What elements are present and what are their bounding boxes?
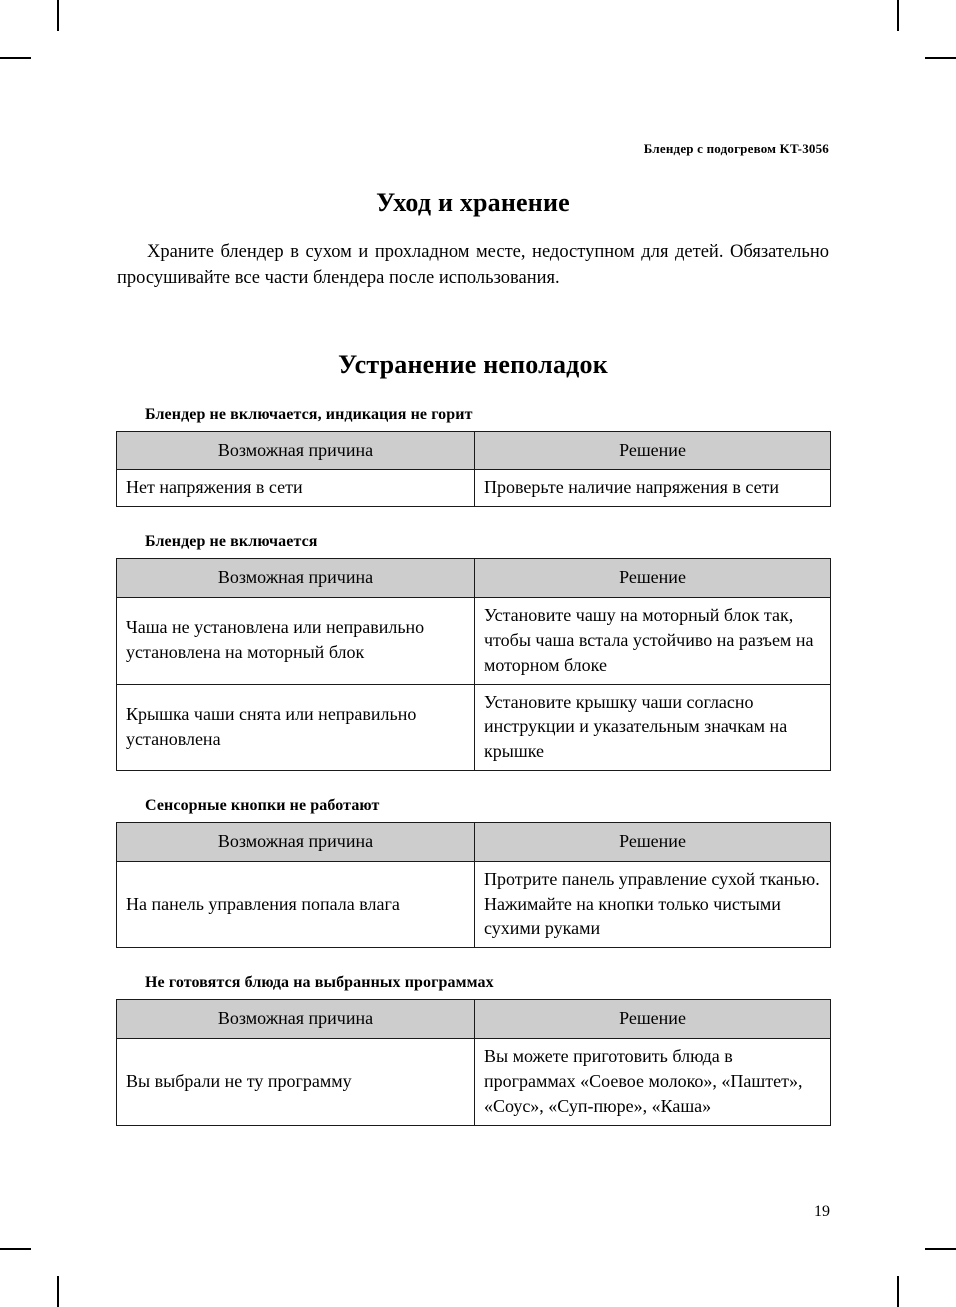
troubleshooting-heading-2: Блендер не включается bbox=[145, 533, 318, 551]
column-header-solution: Решение bbox=[475, 1000, 831, 1039]
column-header-cause: Возможная причина bbox=[117, 822, 475, 861]
table-row bbox=[117, 861, 831, 947]
table-row bbox=[117, 470, 831, 507]
crop-mark-top-right-horizontal bbox=[925, 57, 956, 59]
crop-mark-top-left-horizontal bbox=[0, 57, 31, 59]
crop-mark-bottom-left-vertical bbox=[57, 1276, 59, 1307]
cell-cause: Нет напряжения в сети bbox=[117, 470, 475, 507]
troubleshooting-heading-4: Не готовятся блюда на выбранных программах bbox=[145, 974, 494, 992]
column-header-solution: Решение bbox=[475, 822, 831, 861]
crop-mark-bottom-left-horizontal bbox=[0, 1248, 31, 1250]
troubleshooting-table-4 bbox=[116, 999, 831, 1125]
table-header-row bbox=[117, 431, 831, 470]
table-row bbox=[117, 684, 831, 770]
cell-solution: Протрите панель управление сухой тканью. Нажимайте на кнопки только чистыми сухими руками bbox=[475, 861, 831, 947]
column-header-cause: Возможная причина bbox=[117, 1000, 475, 1039]
table-header-row bbox=[117, 559, 831, 598]
column-header-cause: Возможная причина bbox=[117, 431, 475, 470]
column-header-solution: Решение bbox=[475, 431, 831, 470]
care-and-storage-paragraph: Храните блендер в сухом и прохладном месте, недоступном для детей. Обязательно просушивайте все части блендера после использования. bbox=[117, 242, 829, 289]
table-row bbox=[117, 598, 831, 684]
cell-cause: На панель управления попала влага bbox=[117, 861, 475, 947]
cell-cause: Чаша не установлена или неправильно установлена на моторный блок bbox=[117, 598, 475, 684]
cell-solution: Вы можете приготовить блюда в программах «Соевое молоко», «Паштет», «Соус», «Суп-пюре», «Каша» bbox=[475, 1039, 831, 1125]
page-content bbox=[116, 0, 830, 1220]
cell-cause: Вы выбрали не ту программу bbox=[117, 1039, 475, 1125]
crop-mark-top-right-vertical bbox=[897, 0, 899, 31]
cell-solution: Проверьте наличие напряжения в сети bbox=[475, 470, 831, 507]
troubleshooting-heading-1: Блендер не включается, индикация не горит bbox=[145, 405, 473, 423]
table-header-row bbox=[117, 1000, 831, 1039]
section-title-troubleshooting: Устранение неполадок bbox=[338, 349, 608, 379]
crop-mark-bottom-right-horizontal bbox=[925, 1248, 956, 1250]
troubleshooting-heading-3: Сенсорные кнопки не работают bbox=[145, 796, 380, 814]
crop-mark-bottom-right-vertical bbox=[897, 1276, 899, 1307]
column-header-cause: Возможная причина bbox=[117, 559, 475, 598]
running-head: Блендер с подогревом KT-3056 bbox=[643, 141, 829, 156]
troubleshooting-table-2 bbox=[116, 558, 831, 771]
cell-solution: Установите чашу на моторный блок так, чтобы чаша встала устойчиво на разъем на моторном блоке bbox=[475, 598, 831, 684]
section-title-care-and-storage: Уход и хранение bbox=[376, 188, 570, 217]
cell-solution: Установите крышку чаши согласно инструкции и указательным значкам на крышке bbox=[475, 684, 831, 770]
crop-mark-top-left-vertical bbox=[57, 0, 59, 31]
table-header-row bbox=[117, 822, 831, 861]
column-header-solution: Решение bbox=[475, 559, 831, 598]
cell-cause: Крышка чаши снята или неправильно установлена bbox=[117, 684, 475, 770]
troubleshooting-table-1 bbox=[116, 431, 831, 508]
table-row bbox=[117, 1039, 831, 1125]
page-number: 19 bbox=[814, 1203, 830, 1220]
troubleshooting-table-3 bbox=[116, 822, 831, 948]
